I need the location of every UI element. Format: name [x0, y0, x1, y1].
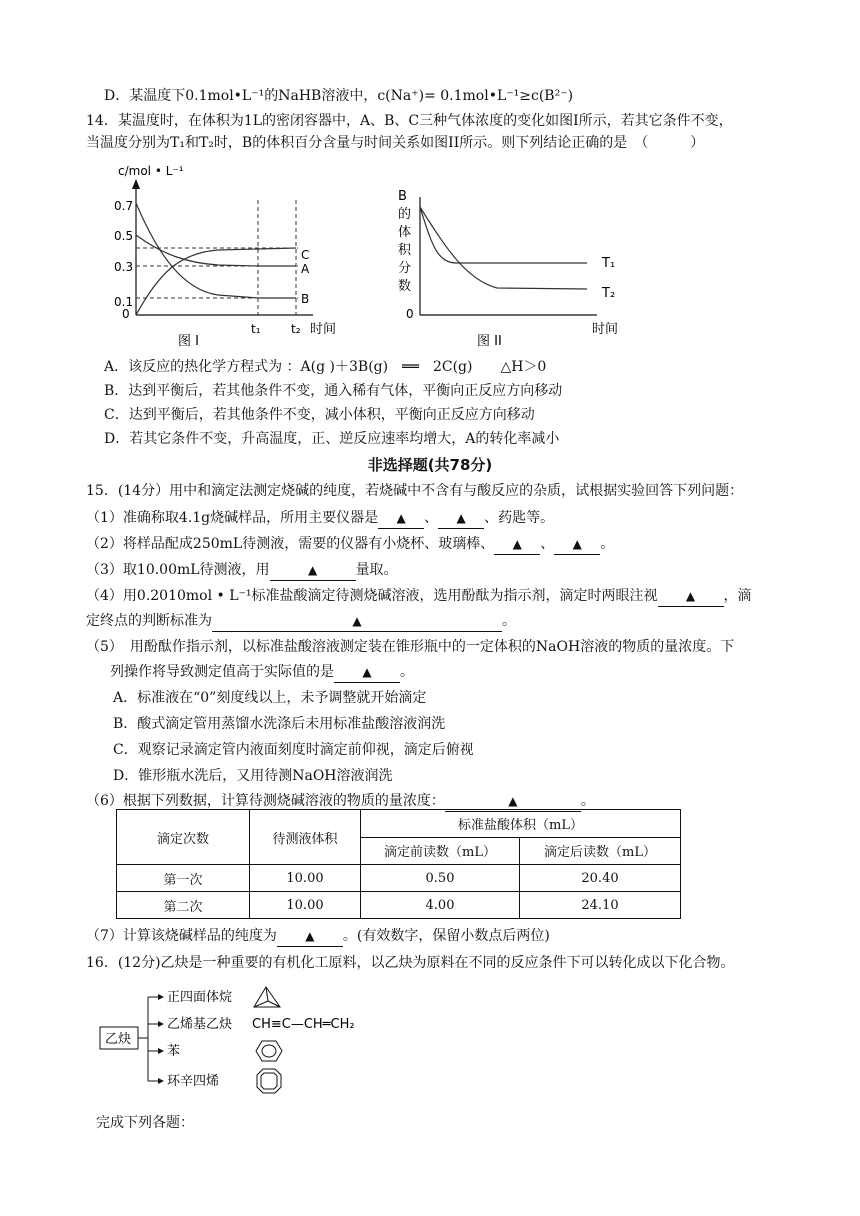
fig1-xtick-t2: t₂ — [291, 322, 301, 336]
table-cell: 4.00 — [361, 892, 520, 919]
fig2-curve-label-t1: T₁ — [602, 256, 616, 271]
q15-part4-text2: 定终点的判断标准为 — [86, 613, 212, 629]
q15-part4-tail: ，滴 — [723, 588, 752, 604]
q15-part1-tail: 、药匙等。 — [484, 510, 555, 526]
fig2-ylabel-char: 数 — [398, 279, 412, 294]
table-cell: 第一次 — [117, 865, 250, 892]
benzene-icon — [256, 1041, 282, 1061]
q15-part6: （6）根据下列数据，计算待测烧碱溶液的物质的量浓度： ▲ 。 — [86, 791, 595, 812]
q15-part4-line1 — [86, 586, 752, 607]
q14-option-c: C．达到平衡后，若其他条件不变，减小体积，平衡向正反应方向移动 — [104, 407, 535, 423]
table-cell: 0.50 — [361, 865, 520, 892]
q15-part1: （1）准确称取4.1g烧碱样品，所用主要仪器是 ▲ 、 ▲ 、药匙等。 — [86, 508, 554, 529]
fig1-curve-label-a: A — [301, 262, 310, 276]
answer-blank[interactable]: ▲ — [378, 508, 424, 529]
titration-data-table — [116, 809, 681, 919]
fig2-ylabel-char: B — [398, 189, 407, 204]
q16-intro: 16．(12分)乙炔是一种重要的有机化工原料，以乙炔为原料在不同的反应条件下可以转化成以下化合物。 — [86, 955, 735, 971]
q14-stem-line1: 14．某温度时，在体积为1L的密闭容器中，A、B、C三种气体浓度的变化如图I所示，若其它条件不变， — [86, 113, 733, 129]
fig2-ylabel-char: 的 — [398, 207, 412, 222]
fig1-ytick: 0.3 — [114, 260, 134, 274]
source-label: 乙炔 — [105, 1032, 132, 1047]
fig2-ylabel-char: 分 — [398, 261, 412, 276]
table-row — [117, 892, 681, 919]
figure-1-concentration-time — [108, 155, 358, 350]
fig1-ytick: 0.7 — [114, 199, 134, 213]
answer-blank[interactable]: ▲ — [494, 534, 540, 555]
q15-intro: 15．(14分）用中和滴定法测定烧碱的纯度，若烧碱中不含有与酸反应的杂质，试根据实验回答下列问题： — [86, 483, 744, 499]
fig2-xlabel: 时间 — [592, 322, 619, 337]
q15-part5-option-b: B．酸式滴定管用蒸馏水洗涤后未用标准盐酸溶液润洗 — [113, 716, 446, 732]
q15-part6-text: （6）根据下列数据，计算待测烧碱溶液的物质的量浓度： — [86, 793, 445, 809]
answer-blank[interactable]: ▲ — [212, 611, 502, 632]
q15-part5-option-a: A．标准液在“0”刻度线以上，未予调整就开始滴定 — [113, 690, 427, 706]
q15-part7 — [86, 926, 550, 947]
q15-part3-text: （3）取10.00mL待测液，用 — [86, 562, 270, 578]
table-header-before: 滴定前读数（mL） — [361, 837, 520, 865]
section-title: 非选择题(共78分) — [367, 456, 493, 474]
table-header-sample: 待测液体积 — [250, 810, 361, 865]
tetrahedrane-icon — [254, 987, 280, 1007]
product-label: 环辛四烯 — [167, 1074, 220, 1089]
q15-part1-text: （1）准确称取4.1g烧碱样品，所用主要仪器是 — [86, 510, 379, 526]
q15-part5-option-d: D．锥形瓶水洗后，又用待测NaOH溶液润洗 — [113, 768, 393, 784]
answer-blank[interactable]: ▲ — [334, 662, 400, 683]
table-cell: 10.00 — [250, 892, 361, 919]
fig1-curve-label-b: B — [301, 292, 310, 306]
q15-part3 — [86, 560, 398, 581]
product-label: 正四面体烷 — [167, 990, 233, 1005]
q14-option-d: D．若其它条件不变，升高温度，正、逆反应速率均增大，A的转化率减小 — [104, 431, 560, 447]
q15-part5-option-c: C．观察记录滴定管内液面刻度时滴定前仰视，滴定后俯视 — [113, 742, 474, 758]
fig1-xlabel: 时间 — [310, 322, 337, 337]
table-cell: 第二次 — [117, 892, 250, 919]
answer-blank[interactable]: ▲ — [554, 534, 600, 555]
q15-part4-line2: 定终点的判断标准为 ▲ 。 — [86, 611, 516, 632]
table-cell: 20.40 — [520, 865, 681, 892]
q15-part4-text: （4）用0.2010mol • L⁻¹标准盐酸滴定待测烧碱溶液，选用酚酞为指示剂，滴定时两眼注视 — [86, 588, 658, 604]
fig1-ytick: 0.5 — [114, 229, 134, 243]
fig2-caption: 图 II — [477, 334, 502, 349]
fig1-ytick: 0 — [122, 307, 130, 321]
q15-part7-text: （7）计算该烧碱样品的纯度为 — [86, 928, 277, 944]
answer-blank[interactable]: ▲ — [277, 926, 343, 947]
q15-part2-text: （2）将样品配成250mL待测液，需要的仪器有小烧杯、玻璃棒、 — [86, 536, 495, 552]
answer-blank[interactable]: ▲ — [438, 508, 484, 529]
fig2-ylabel-char: 体 — [398, 225, 412, 240]
q13-option-d: D．某温度下0.1mol•L⁻¹的NaHB溶液中，c(Na⁺)= 0.1mol•L⁻¹≥c(B²⁻) — [104, 88, 574, 104]
q14-option-b: B．达到平衡后，若其他条件不变，通入稀有气体，平衡向正反应方向移动 — [104, 383, 563, 399]
table-cell: 24.10 — [520, 892, 681, 919]
table-row — [117, 865, 681, 892]
fig1-caption: 图 I — [178, 334, 199, 349]
q15-part5-line1: （5） 用酚酞作指示剂，以标准盐酸溶液测定装在锥形瓶中的一定体积的NaOH溶液的物质的量浓度。下 — [86, 639, 735, 655]
fig1-ylabel: c/mol • L⁻¹ — [118, 164, 184, 178]
table-header-count: 滴定次数 — [117, 810, 250, 865]
q14-option-a: A．该反应的热化学方程式为 ：A(g )＋3B(g) ══ 2C(g) △H＞0 — [104, 359, 547, 375]
fig1-ytick: 0.1 — [114, 295, 134, 309]
fig1-curve-label-c: C — [301, 248, 310, 262]
q15-part7-tail: 。(有效数字，保留小数点后两位) — [342, 928, 550, 944]
table-header-standard: 标准盐酸体积（mL） — [361, 810, 681, 838]
q16-closing: 完成下列各题： — [96, 1115, 194, 1131]
fig2-origin: 0 — [406, 307, 414, 321]
answer-blank[interactable]: ▲ — [270, 560, 356, 581]
product-label: 苯 — [167, 1044, 181, 1059]
product-label: 乙烯基乙炔 — [167, 1017, 233, 1032]
figure-2-b-volume-fraction — [392, 155, 642, 350]
q15-part5-line2: 列操作将导致测定值高于实际值的是 ▲ 。 — [110, 662, 414, 683]
q14-stem-line2: 当温度分别为T₁和T₂时，B的体积百分含量与时间关系如图II所示。则下列结论正确的是 （ ） — [86, 135, 705, 151]
answer-blank[interactable]: ▲ — [658, 586, 724, 607]
table-cell: 10.00 — [250, 865, 361, 892]
q15-part2: （2）将样品配成250mL待测液，需要的仪器有小烧杯、玻璃棒、 ▲ 、 ▲ 。 — [86, 534, 614, 555]
q15-part5-text: 列操作将导致测定值高于实际值的是 — [110, 664, 334, 680]
acetylene-conversion-diagram — [96, 985, 386, 1095]
fig2-curve-label-t2: T₂ — [602, 286, 616, 301]
answer-blank[interactable]: ▲ — [445, 791, 581, 812]
cyclooctatetraene-icon — [257, 1069, 281, 1093]
fig2-ylabel-char: 积 — [398, 243, 412, 258]
table-header-after: 滴定后读数（mL） — [520, 837, 681, 865]
fig1-xtick-t1: t₁ — [251, 322, 261, 336]
vinylacetylene-formula: CH≡C—CH═CH₂ — [252, 1017, 355, 1032]
q15-part3-tail: 量取。 — [355, 562, 398, 578]
